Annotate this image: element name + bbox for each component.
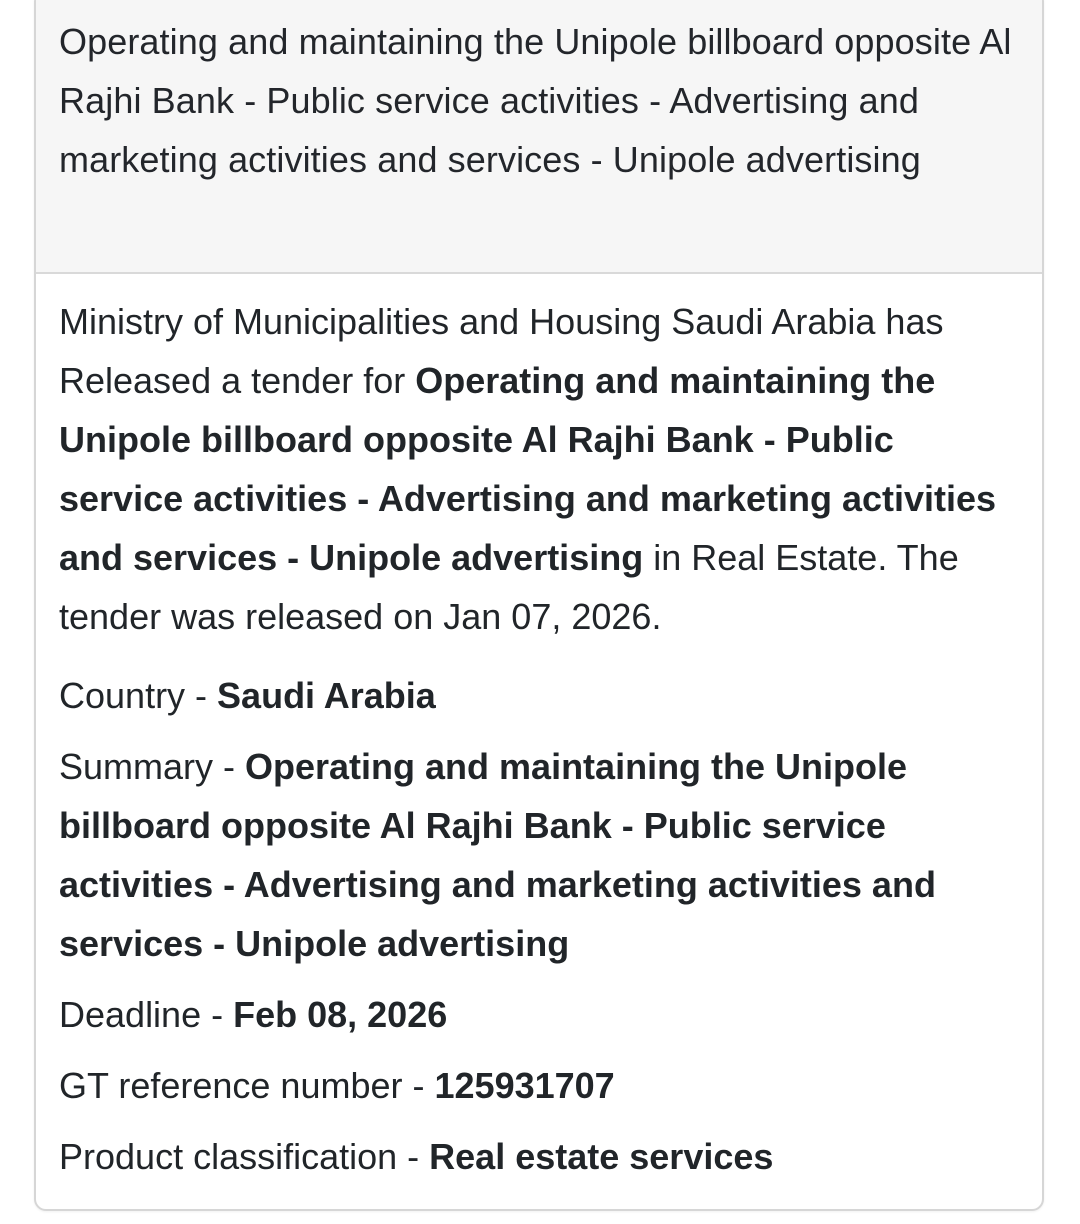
- deadline-value: Feb 08, 2026: [233, 994, 448, 1035]
- country-value: Saudi Arabia: [217, 675, 436, 716]
- tender-title: Operating and maintaining the Unipole billboard opposite Al Rajhi Bank - Public service activities - Advertising and marketing activities and services - Unipole advertising: [59, 21, 1012, 180]
- tender-intro: [59, 292, 1020, 646]
- intro-end: .: [651, 596, 662, 637]
- tender-card-header: [36, 0, 1042, 274]
- field-label: Product classification -: [59, 1136, 430, 1177]
- field-summary: [59, 737, 1020, 973]
- tender-card-body: [36, 274, 1042, 1186]
- field-deadline: [59, 985, 1020, 1044]
- product-classification-value: Real estate services: [429, 1136, 774, 1177]
- summary-value: Operating and maintaining the Unipole billboard opposite Al Rajhi Bank - Public service activities - Advertising and marketing activities and services - Unipole advertising: [59, 746, 936, 964]
- tender-card: [34, 0, 1044, 1211]
- intro-release-date: Jan 07, 2026: [443, 596, 652, 637]
- field-label: GT reference number -: [59, 1065, 435, 1106]
- field-label: Country -: [59, 675, 218, 716]
- field-gt-reference: [59, 1056, 1020, 1115]
- field-label: Deadline -: [59, 994, 234, 1035]
- field-label: Summary -: [59, 746, 246, 787]
- field-product-classification: [59, 1127, 1020, 1186]
- field-country: [59, 666, 1020, 725]
- intro-tender-title: Operating and maintaining the Unipole billboard opposite Al Rajhi Bank - Public service activities - Advertising and marketing activities and services - Unipole advertising: [59, 360, 997, 578]
- intro-lead: Ministry of Municipalities and Housing Saudi Arabia has Released a tender for: [59, 301, 944, 401]
- gt-reference-value: 125931707: [434, 1065, 615, 1106]
- intro-sector: in Real Estate. The tender was released on: [59, 537, 959, 637]
